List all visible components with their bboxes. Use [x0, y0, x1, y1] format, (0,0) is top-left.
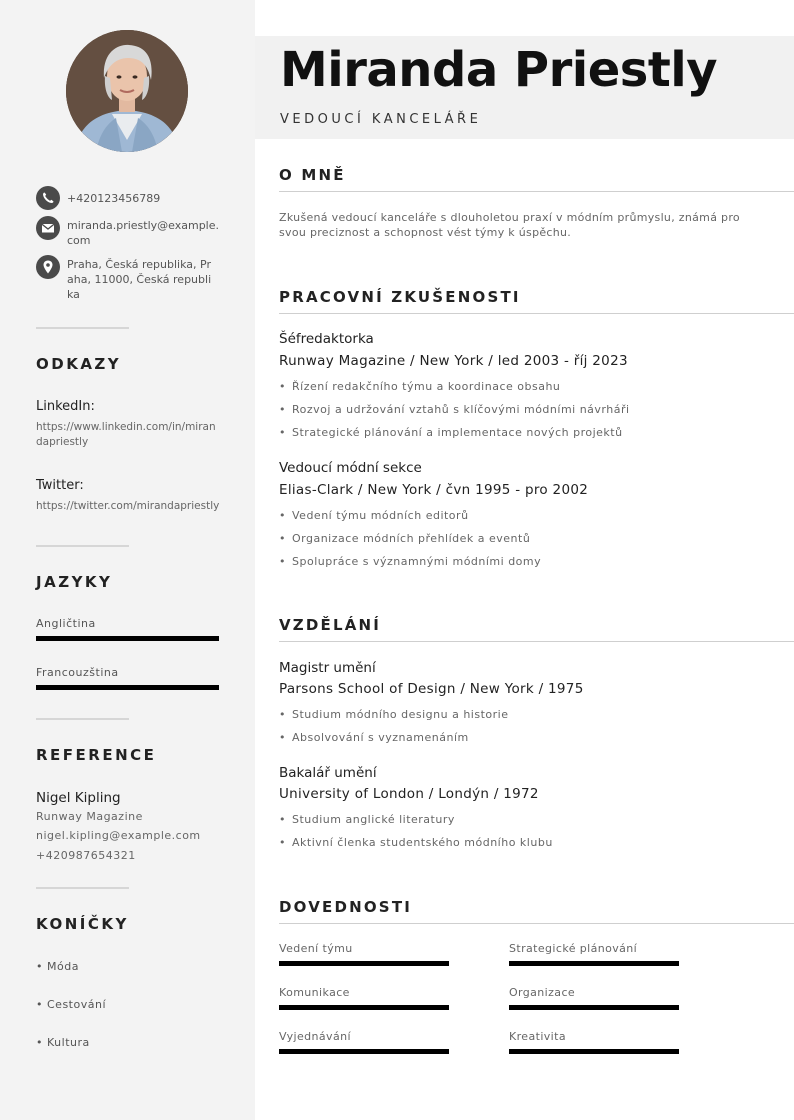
skill-level-bar [279, 1049, 449, 1054]
contact-phone-text: +420123456789 [67, 192, 161, 205]
languages-heading: JAZYKY [36, 573, 113, 591]
contact-email-text: miranda.priestly@example.com [67, 219, 220, 247]
hobby-item: • Kultura [36, 1036, 90, 1049]
language-name: Angličtina [36, 617, 96, 630]
sidebar-divider [36, 545, 129, 547]
envelope-icon [36, 216, 60, 240]
degree-details: University of London / Londýn / 1972 [279, 786, 539, 802]
location-pin-icon [36, 255, 60, 279]
skill-level-bar [279, 1005, 449, 1010]
skill-name: Vedení týmu [279, 942, 353, 955]
language-name: Francouzština [36, 666, 119, 679]
sidebar [0, 0, 255, 1120]
education-bullet: • Aktivní členka studentského módního klubu [279, 836, 553, 849]
degree-title: Magistr umění [279, 660, 376, 676]
reference-company: Runway Magazine [36, 810, 143, 823]
reference-name: Nigel Kipling [36, 790, 121, 806]
portrait-illustration [66, 30, 188, 152]
skill-level-bar [279, 961, 449, 966]
reference-phone: +420987654321 [36, 849, 136, 862]
job-bullet: • Strategické plánování a implementace nových projektů [279, 426, 623, 439]
experience-heading: PRACOVNÍ ZKUŠENOSTI [279, 288, 521, 306]
job-bullet: • Rozvoj a udržování vztahů s klíčovými módními návrháři [279, 403, 630, 416]
about-text: Zkušená vedoucí kanceláře s dlouholetou praxí v módním průmyslu, známá pro svou preciznost a schopnost vést týmy k úspěchu. [279, 211, 740, 239]
job-title-item: Vedoucí módní sekce [279, 460, 422, 476]
skill-level-bar [509, 1005, 679, 1010]
language-level-bar [36, 636, 219, 641]
degree-details: Parsons School of Design / New York / 1975 [279, 681, 584, 697]
language-level-bar [36, 685, 219, 690]
person-name: Miranda Priestly [280, 42, 718, 98]
link-linkedin[interactable]: https://www.linkedin.com/in/mirandapriestly [36, 421, 216, 448]
references-heading: REFERENCE [36, 746, 157, 764]
links-heading: ODKAZY [36, 355, 122, 373]
education-bullet: • Studium módního designu a historie [279, 708, 509, 721]
phone-icon [36, 186, 60, 210]
skills-heading: DOVEDNOSTI [279, 898, 413, 916]
skill-level-bar [509, 961, 679, 966]
skill-name: Kreativita [509, 1030, 566, 1043]
about-heading: O MNĚ [279, 166, 346, 184]
link-label-linkedin: LinkedIn: [36, 399, 95, 414]
hobby-item: • Móda [36, 960, 79, 973]
education-bullet: • Studium anglické literatury [279, 813, 455, 826]
skill-name: Strategické plánování [509, 942, 638, 955]
section-rule [279, 313, 794, 314]
section-rule [279, 923, 794, 924]
job-bullet: • Vedení týmu módních editorů [279, 509, 469, 522]
sidebar-divider [36, 887, 129, 889]
job-title-item: Šéfredaktorka [279, 331, 374, 347]
job-bullet: • Organizace módních přehlídek a eventů [279, 532, 531, 545]
reference-email: nigel.kipling@example.com [36, 829, 201, 842]
degree-title: Bakalář umění [279, 765, 377, 781]
job-details: Runway Magazine / New York / led 2003 - říj 2023 [279, 353, 628, 369]
job-title: VEDOUCÍ KANCELÁŘE [280, 112, 482, 127]
skill-name: Vyjednávání [279, 1030, 351, 1043]
section-rule [279, 191, 794, 192]
job-bullet: • Spolupráce s významnými módními domy [279, 555, 542, 568]
skill-name: Komunikace [279, 986, 350, 999]
profile-photo [66, 30, 188, 152]
contact-address-text: Praha, Česká republika, Praha, 11000, Česká republika [67, 258, 212, 301]
skill-name: Organizace [509, 986, 576, 999]
skill-level-bar [509, 1049, 679, 1054]
sidebar-divider [36, 718, 129, 720]
job-bullet: • Řízení redakčního týmu a koordinace obsahu [279, 380, 561, 393]
section-rule [279, 641, 794, 642]
link-label-twitter: Twitter: [36, 478, 84, 493]
education-heading: VZDĚLÁNÍ [279, 616, 382, 634]
hobbies-heading: KONÍČKY [36, 915, 129, 933]
hobby-item: • Cestování [36, 998, 107, 1011]
job-details: Elias-Clark / New York / čvn 1995 - pro 2002 [279, 482, 589, 498]
education-bullet: • Absolvování s vyznamenáním [279, 731, 469, 744]
link-twitter[interactable]: https://twitter.com/mirandapriestly [36, 500, 220, 512]
sidebar-divider [36, 327, 129, 329]
